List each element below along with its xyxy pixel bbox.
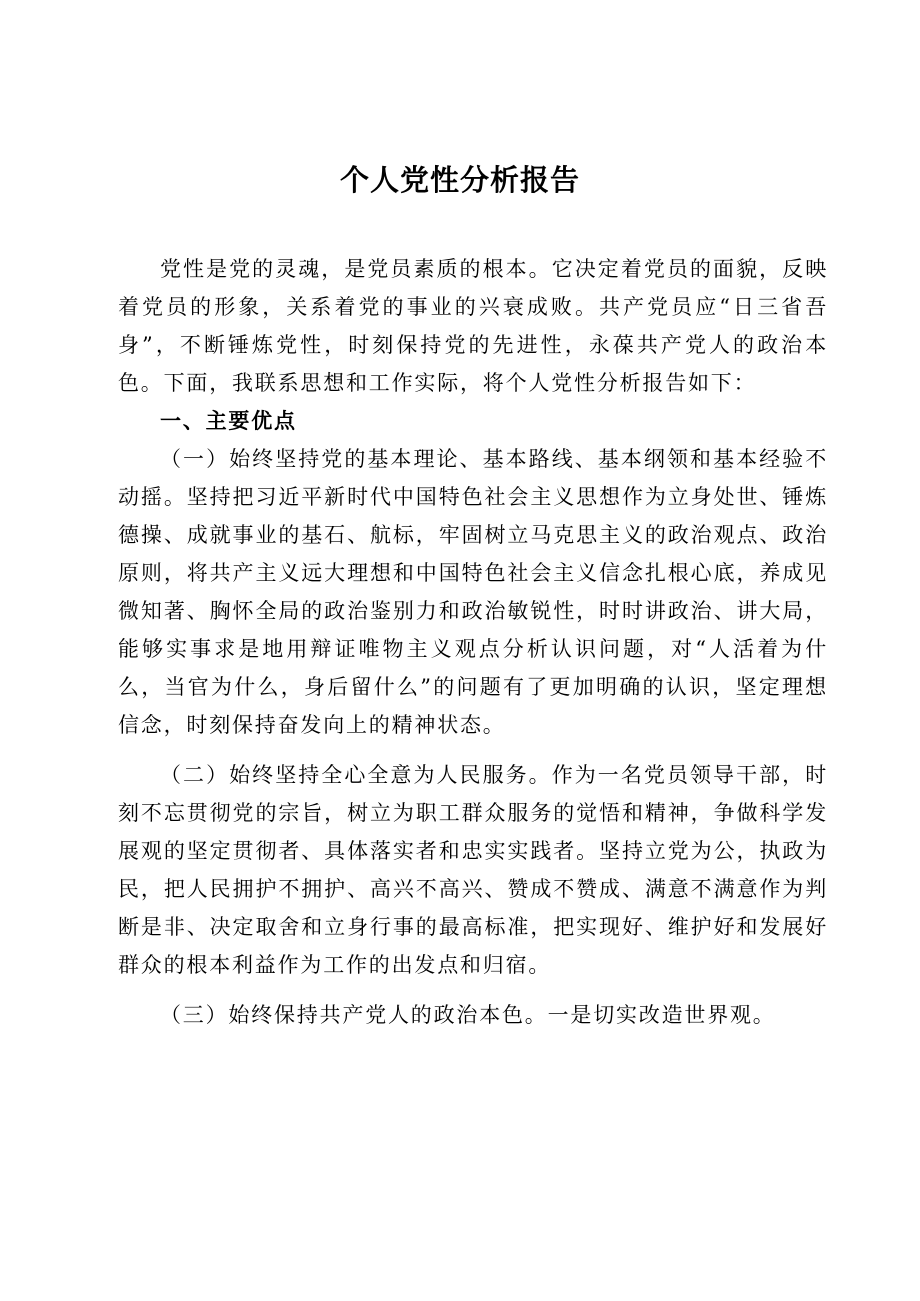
document-title: 个人党性分析报告 (339, 163, 580, 197)
intro-paragraph: 党性是党的灵魂，是党员素质的根本。它决定着党员的面貌，反映着党员的形象，关系着党的事业的兴衰成败。共产党员应“日三省吾身”，不断锤炼党性，时刻保持党的先进性，永葆共产党人的政治本色。下面，我联系思想和工作实际，将个人党性分析报告如下： (118, 257, 828, 395)
document-body (118, 250, 828, 1034)
paragraph-strength-3: （三）始终保持共产党人的政治本色。一是切实改造世界观。 (160, 1003, 776, 1027)
paragraph-strength-1: （一）始终坚持党的基本理论、基本路线、基本纲领和基本经验不动摇。坚持把习近平新时代中国特色社会主义思想作为立身处世、锤炼德操、成就事业的基石、航标，牢固树立马克思主义的政治观点、政治原则，将共产主义远大理想和中国特色社会主义信念扎根心底，养成见微知著、胸怀全局的政治鉴别力和政治敏锐性，时时讲政治、讲大局，能够实事求是地用辩证唯物主义观点分析认识问题，对“人活着为什么，当官为什么，身后留什么”的问题有了更加明确的认识，坚定理想信念，时刻保持奋发向上的精神状态。 (118, 447, 828, 737)
section-heading-main-strengths: 一、主要优点 (160, 409, 297, 433)
paragraph-strength-2: （二）始终坚持全心全意为人民服务。作为一名党员领导干部，时刻不忘贯彻党的宗旨，树立为职工群众服务的觉悟和精神，争做科学发展观的坚定贯彻者、具体落实者和忠实实践者。坚持立党为公，执政为民，把人民拥护不拥护、高兴不高兴、赞成不赞成、满意不满意作为判断是非、决定取舍和立身行事的最高标准，把实现好、维护好和发展好群众的根本利益作为工作的出发点和归宿。 (118, 763, 828, 977)
